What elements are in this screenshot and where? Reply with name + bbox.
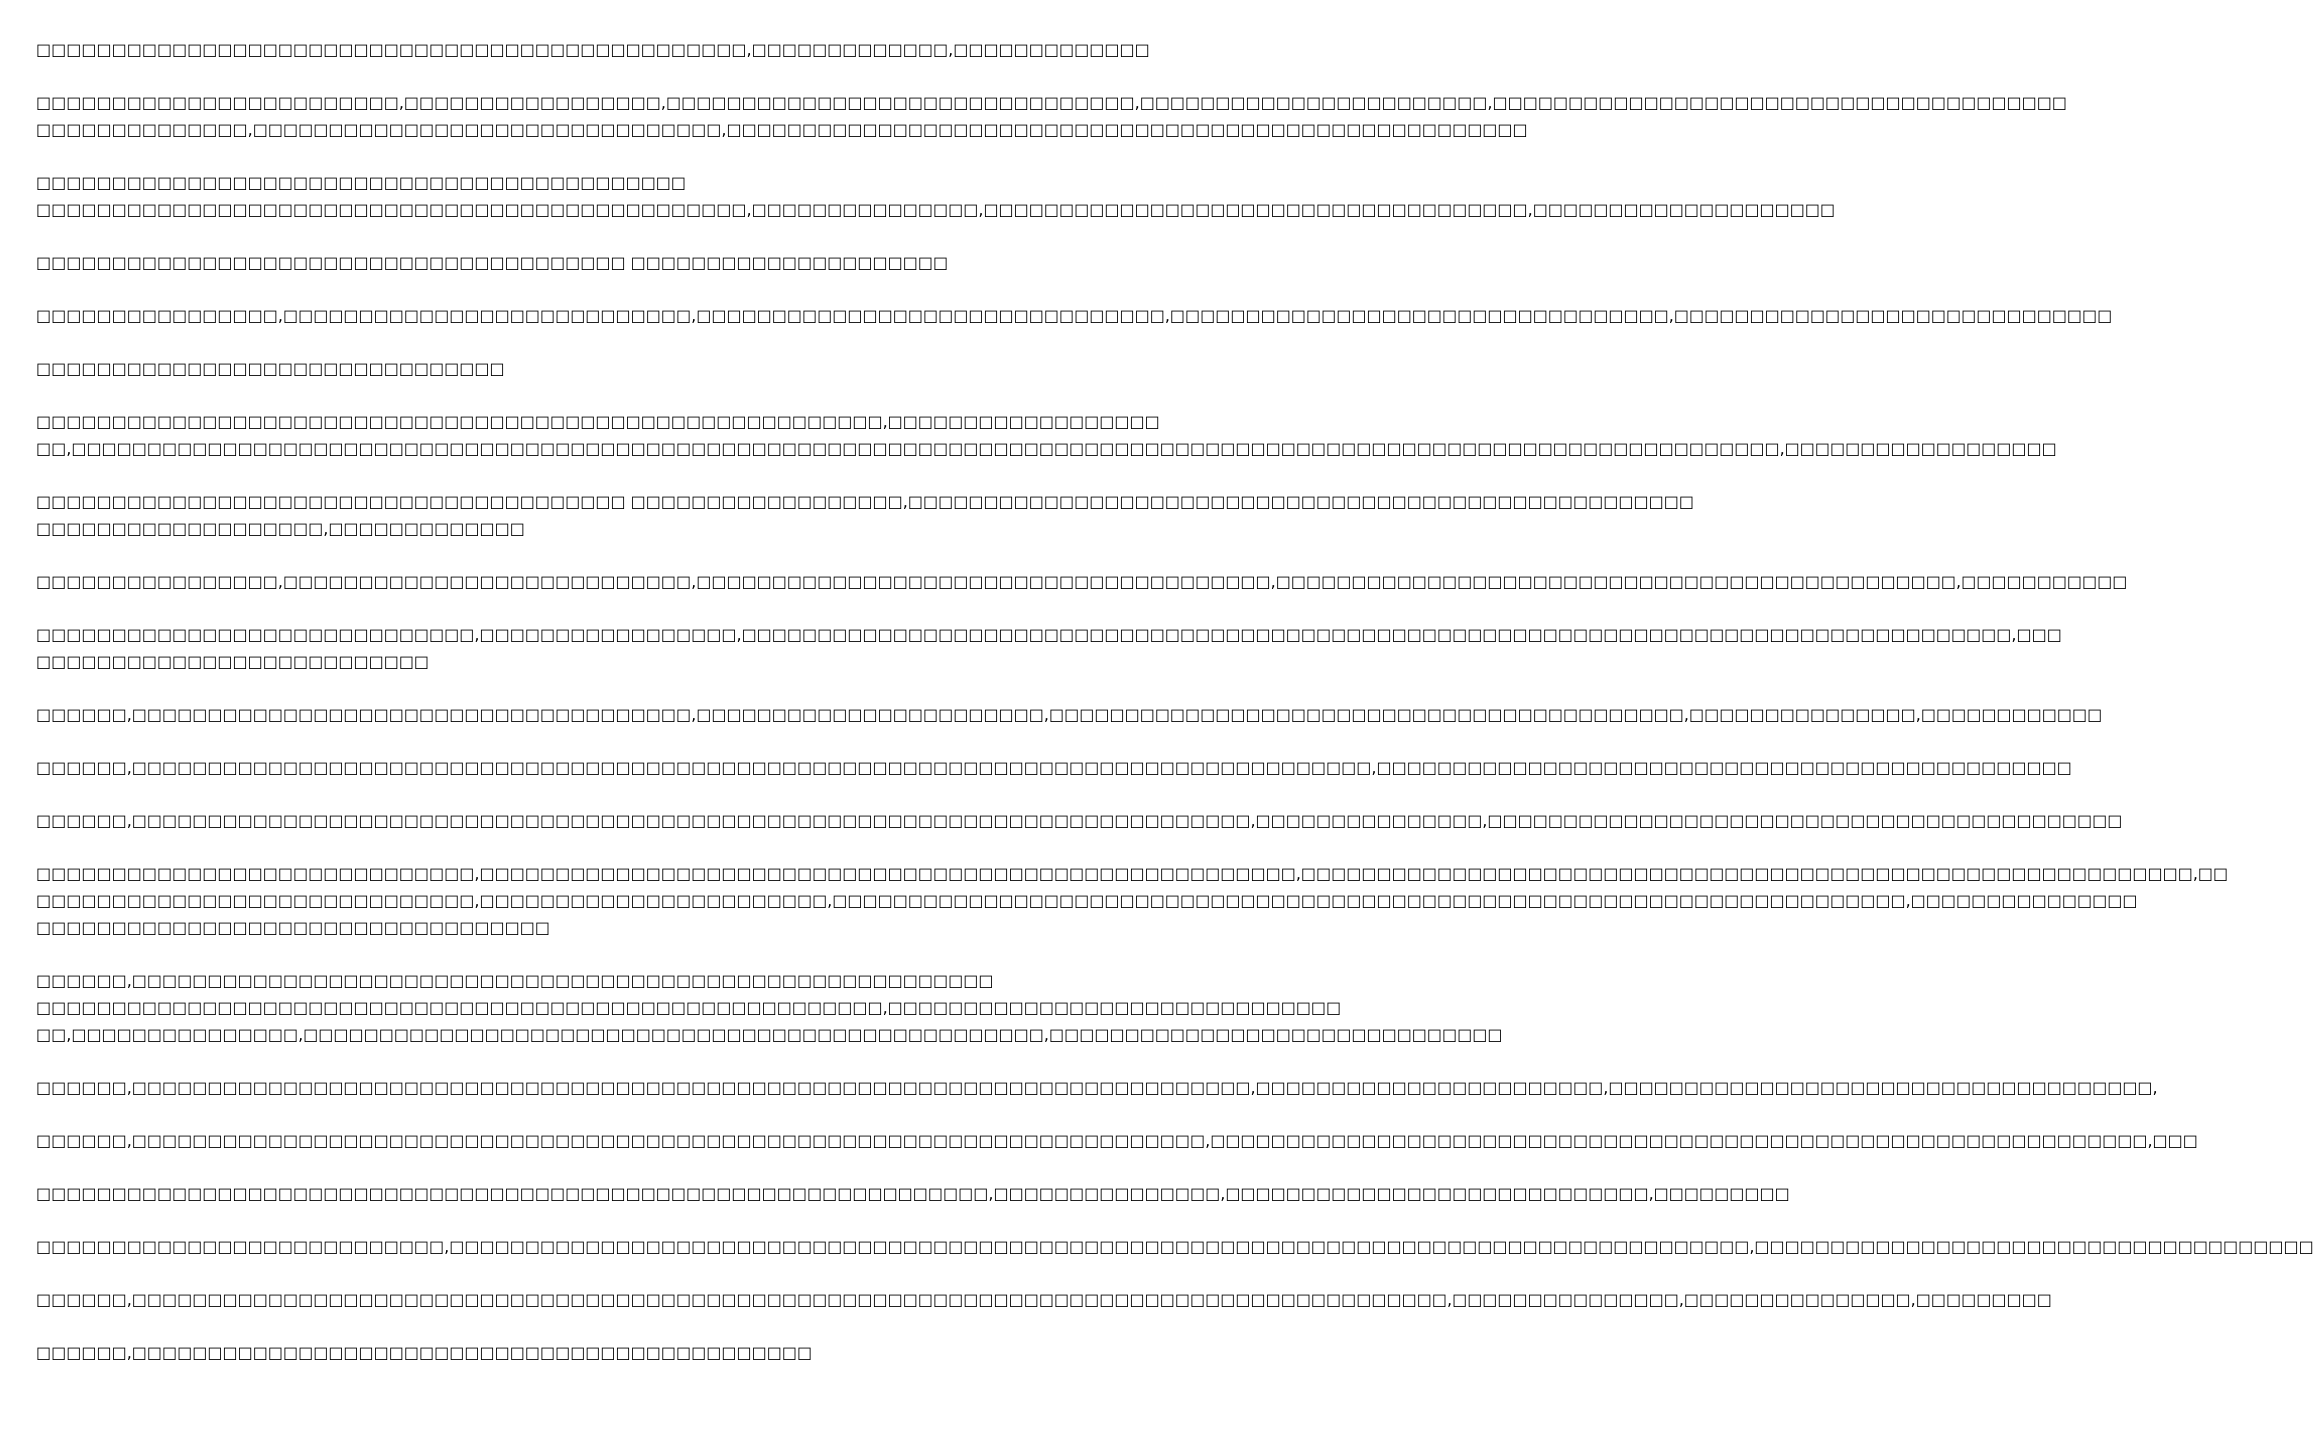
text-line: □□□□□□,□□□□□□□□□□□□□□□□□□□□□□□□□□□□□□□□□□□□□□□□□□□□□□□□□□□□□□□□□□□□□□□□□□□□□□□□□□□□□□□□□□,□□□□□□□□□□□□□□□□□□□□□□□□□□□□□□□□□□□□□□□□□□□□□□ [36, 758, 2072, 777]
text-line: □□□□□□□□□□□□□□,□□□□□□□□□□□□□□□□□□□□□□□□□□□□□□□,□□□□□□□□□□□□□□□□□□□□□□□□□□□□□□□□□□□□□□□□□□□□□□□□□□□□□ [36, 120, 1528, 139]
text-line: □□□□□□□□□□□□□□□□□□□□□□□□□□□□□□□□□□□□□□□ □□□□□□□□□□□□□□□□□□□□□ [36, 253, 949, 272]
text-line: □□□□□□□□□□□□□□□□□□□□□□□□□□□□□□□□□□□□□□□□□□□□□□□,□□□□□□□□□□□□□□□,□□□□□□□□□□□□□□□□□□□□□□□□□□□□□□□□□□□□,□□□□□□□□□□□□□□□□□□□□ [36, 200, 1836, 219]
text-line: □□□□□□□□□□□□□□□□□□□□□□□□□□□□□□□□□□□□□□□□□□□ [36, 173, 687, 192]
text-line: □□,□□□□□□□□□□□□□□□□□□□□□□□□□□□□□□□□□□□□□□□□□□□□□□□□□□□□□□□□□□□□□□□□□□□□□□□□□□□□□□□□□□□□□□□□□□□□□□□□□□□□□□□□□□□□□□□□□,□□□□□□□□□□□□□□□□□□ [36, 439, 2057, 458]
text-line: □□□□□□□□□□□□□□□□□□□□□□□□□□□□□□□□□□□□□□□□□□□□□□□□□□□□□□□□,□□□□□□□□□□□□□□□□□□ [36, 412, 1160, 431]
paragraph [36, 1127, 2198, 1154]
paragraph [36, 89, 2067, 143]
paragraph [36, 1286, 2052, 1313]
text-line: □□□□□□□□□□□□□□□□□□□,□□□□□□□□□□□□□ [36, 519, 525, 538]
text-line: □□□□□□□□□□□□□□□□□□□□□□□□□□□□□□□□□□□□□□□ □□□□□□□□□□□□□□□□□□,□□□□□□□□□□□□□□□□□□□□□□□□□□□□□□□□□□□□□□□□□□□□□□□□□□□□ [36, 492, 1694, 511]
paragraph [36, 860, 2229, 941]
text-line: □□□□□□□□□□□□□□□□□□□□□□□□,□□□□□□□□□□□□□□□□□,□□□□□□□□□□□□□□□□□□□□□□□□□□□□□□□,□□□□□□□□□□□□□□□□□□□□□□□,□□□□□□□□□□□□□□□□□□□□□□□□□□□□□□□□□□□□□□ [36, 93, 2067, 112]
paragraph [36, 169, 1836, 223]
text-line: □□□□□□□□□□□□□□□□□□□□□□□□□□□,□□□□□□□□□□□□□□□□□□□□□□□□□□□□□□□□□□□□□□□□□□□□□□□□□□□□□□□□□□□□□□□□□□□□□□□□□□□□□□□□□□□□□□,□□□□□□□□□□□□□□□□□□□□□□□□□□□□□□□□□□□□□ [36, 1237, 2314, 1256]
text-line: □□□□□□,□□□□□□□□□□□□□□□□□□□□□□□□□□□□□□□□□□□□□□□□□□□□□□□□□□□□□□□□□□□□□□□□□□□□□□□,□□□□□□□□□□□□□□□□□□□□□□□□□□□□□□□□□□□□□□□□□□□□□□□□□□□□□□□□□□□□□□,□□□ [36, 1131, 2198, 1150]
paragraph [36, 1074, 2158, 1101]
text-line: □□□□□□,□□□□□□□□□□□□□□□□□□□□□□□□□□□□□□□□□□□□□□□□□□□□□□□□□□□□□□□□□□□□□□□□□□□□□□□□□□,□□□□□□□□□□□□□□□,□□□□□□□□□□□□□□□□□□□□□□□□□□□□□□□□□□□□□□□□□□ [36, 811, 2123, 830]
text-line: □□□□□□,□□□□□□□□□□□□□□□□□□□□□□□□□□□□□□□□□□□□□,□□□□□□□□□□□□□□□□□□□□□□□,□□□□□□□□□□□□□□□□□□□□□□□□□□□□□□□□□□□□□□□□□□,□□□□□□□□□□□□□□□,□□□□□□□□□□□□ [36, 705, 2103, 724]
text-line: □□□□□□□□□□□□□□□□,□□□□□□□□□□□□□□□□□□□□□□□□□□□,□□□□□□□□□□□□□□□□□□□□□□□□□□□□□□□□□□□□□□,□□□□□□□□□□□□□□□□□□□□□□□□□□□□□□□□□□□□□□□□□□□□□,□□□□□□□□□□□ [36, 572, 2128, 591]
paragraph [36, 701, 2103, 728]
text-line: □□□□□□□□□□□□□□□□□□□□□□□□□□□□□,□□□□□□□□□□□□□□□□□□□□□□□□□□□□□□□□□□□□□□□□□□□□□□□□□□□□□□,□□□□□□□□□□□□□□□□□□□□□□□□□□□□□□□□□□□□□□□□□□□□□□□□□□□□□□□□□□□,□□ [36, 864, 2229, 883]
text-line: □□□□□□□□□□□□□□□□□□□□□□□□□□□□□□□□□□□□□□□□□□□□□□□□□□□□□□□□,□□□□□□□□□□□□□□□□□□□□□□□□□□□□□□ [36, 998, 1342, 1017]
text-line: □□□□□□□□□□□□□□□□□□□□□□□□□□□□□□□ [36, 359, 505, 378]
text-line: □□□□□□□□□□□□□□□□□□□□□□□□□□□□□□□□□□□□□□□□□□□□□□□□□□□□□□□□□□□□□□□,□□□□□□□□□□□□□□□,□□□□□□□□□□□□□□□□□□□□□□□□□□□□,□□□□□□□□□ [36, 1184, 1790, 1203]
text-line: □□□□□□□□□□□□□□□□□□□□□□□□□□□□□,□□□□□□□□□□□□□□□□□,□□□□□□□□□□□□□□□□□□□□□□□□□□□□□□□□□□□□□□□□□□□□□□□□□□□□□□□□□□□□□□□□□□□□□□□□□□□□□□□□□□□□,□□□ [36, 625, 2062, 644]
text-line: □□□□□□□□□□□□□□□□□□□□□□□□□□□□□□□□□□ [36, 918, 550, 937]
text-line: □□□□□□□□□□□□□□□□,□□□□□□□□□□□□□□□□□□□□□□□□□□□,□□□□□□□□□□□□□□□□□□□□□□□□□□□□□□□,□□□□□□□□□□□□□□□□□□□□□□□□□□□□□□□□□,□□□□□□□□□□□□□□□□□□□□□□□□□□□□□ [36, 306, 2113, 325]
paragraph [36, 355, 990, 382]
text-line: □□□□□□,□□□□□□□□□□□□□□□□□□□□□□□□□□□□□□□□□□□□□□□□□□□□□□□□□□□□□□□□□ [36, 971, 994, 990]
paragraph [36, 807, 2123, 834]
text-line: □□□□□□□□□□□□□□□□□□□□□□□□□□ [36, 652, 430, 671]
paragraph [36, 754, 2072, 781]
text-line: □□□□□□,□□□□□□□□□□□□□□□□□□□□□□□□□□□□□□□□□□□□□□□□□□□□□□□□□□□□□□□□□□□□□□□□□□□□□□□□□□□□□□□□□□□□□□□,□□□□□□□□□□□□□□□,□□□□□□□□□□□□□□□,□□□□□□□□□ [36, 1290, 2052, 1309]
paragraph [36, 621, 2062, 675]
text-line: □□□□□□,□□□□□□□□□□□□□□□□□□□□□□□□□□□□□□□□□□□□□□□□□□□□□ [36, 1343, 813, 1362]
text-line: □□□□□□□□□□□□□□□□□□□□□□□□□□□□□,□□□□□□□□□□□□□□□□□□□□□□□,□□□□□□□□□□□□□□□□□□□□□□□□□□□□□□□□□□□□□□□□□□□□□□□□□□□□□□□□□□□□□□□□□□□□□□□,□□□□□□□□□□□□□□□ [36, 891, 2138, 910]
paragraph [36, 249, 990, 276]
paragraph [36, 568, 2128, 595]
paragraph [36, 1180, 1790, 1207]
paragraph [36, 1339, 990, 1366]
paragraph [36, 967, 1503, 1048]
text-line: □□□□□□,□□□□□□□□□□□□□□□□□□□□□□□□□□□□□□□□□□□□□□□□□□□□□□□□□□□□□□□□□□□□□□□□□□□□□□□□□□,□□□□□□□□□□□□□□□□□□□□□□□,□□□□□□□□□□□□□□□□□□□□□□□□□□□□□□□□□□□□, [36, 1078, 2158, 1097]
paragraph [36, 408, 2057, 462]
paragraph [36, 302, 2113, 329]
paragraph [36, 36, 1150, 63]
text-line: □□,□□□□□□□□□□□□□□□,□□□□□□□□□□□□□□□□□□□□□□□□□□□□□□□□□□□□□□□□□□□□□□□□□,□□□□□□□□□□□□□□□□□□□□□□□□□□□□□□ [36, 1025, 1503, 1044]
paragraph [36, 488, 1694, 542]
text-line: □□□□□□□□□□□□□□□□□□□□□□□□□□□□□□□□□□□□□□□□□□□□□□□,□□□□□□□□□□□□□,□□□□□□□□□□□□□ [36, 40, 1150, 59]
document-body [36, 36, 2314, 1392]
paragraph [36, 1233, 2314, 1260]
